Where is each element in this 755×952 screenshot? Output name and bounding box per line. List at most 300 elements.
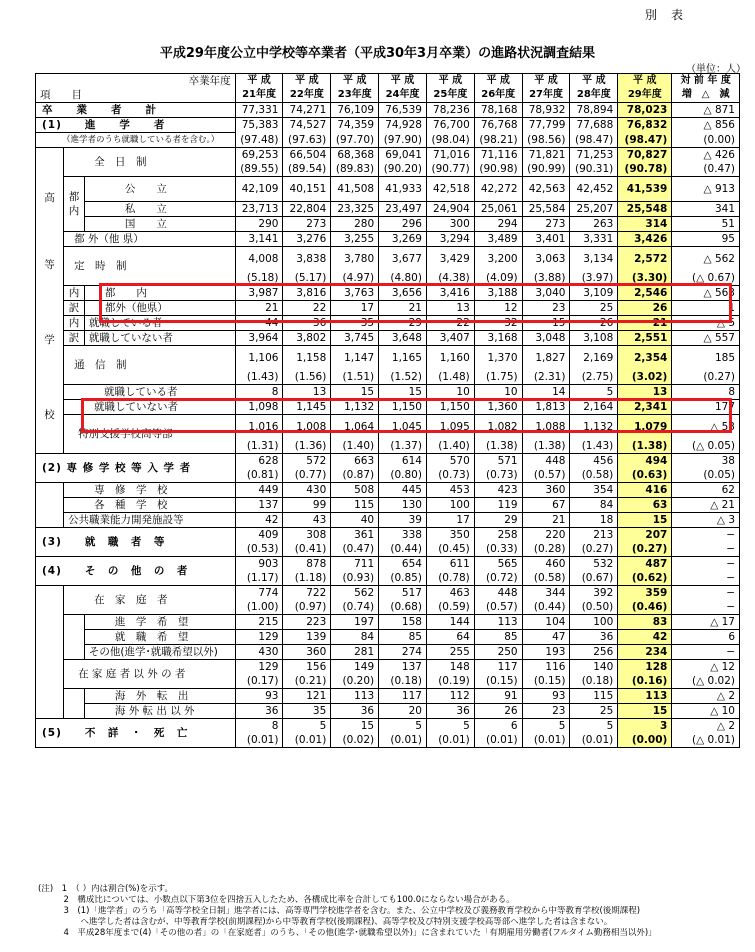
table-row [36, 704, 740, 719]
value-cell: 26 [474, 704, 522, 719]
value-cell: 15 [379, 385, 427, 400]
value-cell: 84 [331, 630, 379, 645]
table-row [36, 331, 740, 346]
value-cell: 1,150 [379, 400, 427, 415]
value-cell: 3,838 [283, 247, 331, 272]
year-header-top: 平 成 [235, 74, 283, 89]
value-cell: 36 [235, 704, 283, 719]
percent-cell: (4.80) [379, 271, 427, 286]
year-header-bottom: 21年度 [235, 88, 283, 103]
diff-cell: △ 53 [672, 415, 740, 440]
percent-cell: (0.87) [331, 468, 379, 483]
percent-diff-cell: (0.05) [672, 468, 740, 483]
value-cell: 18 [570, 513, 618, 528]
table-row [36, 557, 740, 572]
value-cell: 3,040 [522, 286, 570, 301]
value-cell: 487 [618, 557, 672, 572]
table-row [36, 586, 740, 601]
table-row [36, 660, 740, 675]
value-cell: 409 [235, 528, 283, 543]
value-cell: 42 [618, 630, 672, 645]
value-cell: 32 [474, 316, 522, 331]
indent-cell [36, 483, 64, 498]
diff-cell: △ 17 [672, 615, 740, 630]
percent-cell: (98.47) [570, 133, 618, 148]
row-label: 卒 業 者 計 [36, 103, 236, 118]
value-cell: 3,188 [474, 286, 522, 301]
percent-cell: (98.21) [474, 133, 522, 148]
diff-cell: △ 562 [672, 247, 740, 272]
value-cell: 137 [379, 660, 427, 675]
value-cell: 1,150 [426, 400, 474, 415]
percent-cell: (97.70) [331, 133, 379, 148]
value-cell: 1,160 [426, 346, 474, 371]
value-cell: 74,359 [331, 118, 379, 133]
side-label: 内 [64, 286, 85, 301]
indent-cell [36, 689, 64, 704]
value-cell: 296 [379, 217, 427, 232]
percent-diff-cell: (0.00) [672, 133, 740, 148]
row-label: 都 内 [84, 286, 235, 301]
value-cell: 25,207 [570, 202, 618, 217]
value-cell: 449 [235, 483, 283, 498]
value-cell: 1,079 [618, 415, 672, 440]
percent-cell: (0.57) [522, 468, 570, 483]
percent-diff-cell: (△ 0.05) [672, 439, 740, 454]
value-cell: 66,504 [283, 148, 331, 163]
value-cell: 93 [522, 689, 570, 704]
value-cell: 517 [379, 586, 427, 601]
value-cell: 3,745 [331, 331, 379, 346]
value-cell: 100 [570, 615, 618, 630]
value-cell: 1,088 [522, 415, 570, 440]
value-cell: 21 [379, 301, 427, 316]
side-label-char: 等 [44, 259, 55, 271]
row-label: 各 種 学 校 [64, 498, 236, 513]
value-cell: 2,572 [618, 247, 672, 272]
percent-cell: (0.97) [283, 600, 331, 615]
value-cell: 144 [426, 615, 474, 630]
value-cell: 42 [235, 513, 283, 528]
value-cell: 23 [522, 301, 570, 316]
value-cell: 570 [426, 454, 474, 469]
percent-cell: (0.46) [618, 600, 672, 615]
diff-cell: △ 12 [672, 660, 740, 675]
percent-cell: (0.20) [331, 674, 379, 689]
value-cell: 2,169 [570, 346, 618, 371]
value-cell: 5 [570, 719, 618, 734]
percent-cell: (0.58) [522, 571, 570, 586]
value-cell: 35 [331, 316, 379, 331]
percent-cell: (90.31) [570, 162, 618, 177]
row-label: 都外（他県） [84, 301, 235, 316]
table-row [36, 217, 740, 232]
value-cell: 611 [426, 557, 474, 572]
value-cell: 35 [283, 704, 331, 719]
percent-cell: (0.67) [570, 571, 618, 586]
value-cell: 29 [379, 316, 427, 331]
percent-cell: (0.15) [522, 674, 570, 689]
value-cell: 1,813 [522, 400, 570, 415]
percent-cell: (4.09) [474, 271, 522, 286]
percent-cell: (1.48) [426, 370, 474, 385]
value-cell: 100 [426, 498, 474, 513]
value-cell: 36 [426, 704, 474, 719]
percent-cell: (90.77) [426, 162, 474, 177]
value-cell: 41,933 [379, 177, 427, 202]
value-cell: 25,584 [522, 202, 570, 217]
value-cell: 4,008 [235, 247, 283, 272]
percent-cell: (98.56) [522, 133, 570, 148]
value-cell: 22 [283, 301, 331, 316]
value-cell: 360 [283, 645, 331, 660]
value-cell: 416 [618, 483, 672, 498]
note-line: へ進学した者は含むが、中等教育学校(前期課程)から中等教育学校(後期課程)、高等学校及び特別支援学校高等部へ進学した者は含まない。 [38, 917, 613, 927]
percent-cell: (0.50) [570, 600, 618, 615]
percent-cell: (1.17) [235, 571, 283, 586]
note-line: (注) 1 （ ）内は割合(%)を示す。 [38, 884, 174, 894]
value-cell: 112 [426, 689, 474, 704]
value-cell: 44 [235, 316, 283, 331]
value-cell: 3,802 [283, 331, 331, 346]
value-cell: 1,082 [474, 415, 522, 440]
value-cell: 115 [570, 689, 618, 704]
diff-cell: △ 10 [672, 704, 740, 719]
value-cell: 25 [570, 301, 618, 316]
value-cell: 3,200 [474, 247, 522, 272]
value-cell: 255 [426, 645, 474, 660]
diff-cell: − [672, 586, 740, 601]
value-cell: 36 [570, 630, 618, 645]
diff-cell: △ 563 [672, 286, 740, 301]
value-cell: 13 [426, 301, 474, 316]
year-header-bottom: 28年度 [570, 88, 618, 103]
diff-cell: 62 [672, 483, 740, 498]
value-cell: 614 [379, 454, 427, 469]
row-label: 専 修 学 校 [64, 483, 236, 498]
value-cell: 41,508 [331, 177, 379, 202]
percent-cell: (89.55) [235, 162, 283, 177]
value-cell: 128 [618, 660, 672, 675]
row-label: 公共職業能力開発施設等 [64, 513, 236, 528]
value-cell: 139 [283, 630, 331, 645]
table-row [36, 454, 740, 469]
year-header-bottom: 25年度 [426, 88, 474, 103]
table-row [36, 719, 740, 734]
indent-cell [36, 645, 64, 660]
value-cell: 562 [331, 586, 379, 601]
header-row [36, 88, 740, 103]
year-header-top: 平 成 [426, 74, 474, 89]
percent-cell: (1.38) [474, 439, 522, 454]
diff-cell: 1 [672, 301, 740, 316]
table-row [36, 247, 740, 272]
percent-cell: (0.44) [522, 600, 570, 615]
value-cell: 281 [331, 645, 379, 660]
year-header-bottom: 22年度 [283, 88, 331, 103]
value-cell: 117 [379, 689, 427, 704]
value-cell: 213 [570, 528, 618, 543]
table-row [36, 483, 740, 498]
value-cell: 104 [522, 615, 570, 630]
percent-diff-cell: (0.27) [672, 370, 740, 385]
table-row [36, 689, 740, 704]
value-cell: 628 [235, 454, 283, 469]
row-label: 就職している者 [64, 385, 236, 400]
value-cell: 878 [283, 557, 331, 572]
diff-header-bottom: 増 △ 減 [672, 88, 740, 103]
indent-cell [64, 615, 85, 630]
diff-cell: △ 21 [672, 498, 740, 513]
indent-cell [64, 645, 85, 660]
value-cell: 158 [379, 615, 427, 630]
percent-cell: (0.63) [618, 468, 672, 483]
value-cell: 78,894 [570, 103, 618, 118]
value-cell: 93 [235, 689, 283, 704]
value-cell: 76,832 [618, 118, 672, 133]
table-row [36, 513, 740, 528]
value-cell: 572 [283, 454, 331, 469]
value-cell: 571 [474, 454, 522, 469]
year-header-top: 平 成 [618, 74, 672, 89]
value-cell: 67 [522, 498, 570, 513]
percent-cell: (1.40) [426, 439, 474, 454]
percent-cell: (0.19) [426, 674, 474, 689]
note-line: 4 平成28年度まで(4)「その他の者」の「在家庭者」のうち、「その他(進学･就職希望以外)」に含まれていた「有期雇用労働者(フルタイム勤務相当以外)」 [38, 928, 657, 938]
percent-diff-cell: − [672, 542, 740, 557]
side-label [36, 148, 64, 454]
value-cell: 3,269 [379, 232, 427, 247]
value-cell: 22 [426, 316, 474, 331]
value-cell: 78,023 [618, 103, 672, 118]
year-header-top: 平 成 [522, 74, 570, 89]
percent-cell: (1.56) [283, 370, 331, 385]
value-cell: 250 [474, 645, 522, 660]
percent-cell: (3.30) [618, 271, 672, 286]
value-cell: 63 [618, 498, 672, 513]
value-cell: 121 [283, 689, 331, 704]
value-cell: 1,827 [522, 346, 570, 371]
percent-cell: (0.74) [331, 600, 379, 615]
value-cell: 3,141 [235, 232, 283, 247]
percent-cell: (0.01) [522, 733, 570, 748]
indent-cell [36, 630, 64, 645]
value-cell: 156 [283, 660, 331, 675]
unit-label: （単位：人） [686, 64, 746, 75]
value-cell: 71,016 [426, 148, 474, 163]
highlight-box-teiji [99, 283, 732, 323]
diff-cell: △ 913 [672, 177, 740, 202]
percent-cell: (0.59) [426, 600, 474, 615]
percent-cell: (0.93) [331, 571, 379, 586]
diff-cell: 341 [672, 202, 740, 217]
value-cell: 3,426 [618, 232, 672, 247]
value-cell: 360 [522, 483, 570, 498]
value-cell: 78,932 [522, 103, 570, 118]
percent-cell: (0.68) [379, 600, 427, 615]
value-cell: 430 [283, 483, 331, 498]
indent-cell [36, 660, 64, 689]
percent-cell: (1.31) [235, 439, 283, 454]
value-cell: 119 [474, 498, 522, 513]
row-label: 進 学 希 望 [84, 615, 235, 630]
row-label: (1) 進 学 者 [36, 118, 236, 133]
value-cell: 23,713 [235, 202, 283, 217]
value-cell: 453 [426, 483, 474, 498]
value-cell: 39 [379, 513, 427, 528]
row-label: 就 職 希 望 [84, 630, 235, 645]
value-cell: 722 [283, 586, 331, 601]
diff-cell: 38 [672, 454, 740, 469]
value-cell: 1,165 [379, 346, 427, 371]
value-cell: 85 [379, 630, 427, 645]
diff-cell: − [672, 528, 740, 543]
value-cell: 77,331 [235, 103, 283, 118]
diff-cell: △ 2 [672, 689, 740, 704]
percent-cell: (0.72) [474, 571, 522, 586]
beppyo-label: 別表 [645, 8, 698, 22]
value-cell: 1,147 [331, 346, 379, 371]
value-cell: 20 [379, 704, 427, 719]
value-cell: 15 [522, 316, 570, 331]
percent-cell: (0.53) [235, 542, 283, 557]
value-cell: 69,041 [379, 148, 427, 163]
table-row-percent [36, 133, 740, 148]
value-cell: 24,904 [426, 202, 474, 217]
value-cell: 76,700 [426, 118, 474, 133]
value-cell: 75,383 [235, 118, 283, 133]
value-cell: 1,132 [570, 415, 618, 440]
header-row [36, 74, 740, 89]
diff-cell: 51 [672, 217, 740, 232]
value-cell: 234 [618, 645, 672, 660]
value-cell: 448 [522, 454, 570, 469]
value-cell: 74,527 [283, 118, 331, 133]
row-label: 在 家 庭 者 [64, 586, 236, 615]
value-cell: 3,134 [570, 247, 618, 272]
percent-cell: (1.43) [235, 370, 283, 385]
value-cell: 8 [235, 385, 283, 400]
percent-cell: (98.47) [618, 133, 672, 148]
percent-cell: (90.99) [522, 162, 570, 177]
percent-cell: (0.77) [283, 468, 331, 483]
percent-diff-cell: − [672, 571, 740, 586]
row-label: 都 外（他 県） [64, 232, 236, 247]
value-cell: 71,116 [474, 148, 522, 163]
value-cell: 15 [618, 513, 672, 528]
percent-cell: (0.18) [379, 674, 427, 689]
value-cell: 3,964 [235, 331, 283, 346]
value-cell: 207 [618, 528, 672, 543]
percent-cell: (0.18) [570, 674, 618, 689]
percent-cell: (1.40) [331, 439, 379, 454]
percent-cell: (1.00) [235, 600, 283, 615]
percent-cell: (0.01) [426, 733, 474, 748]
value-cell: 13 [618, 385, 672, 400]
indent-cell [64, 689, 85, 704]
value-cell: 149 [331, 660, 379, 675]
value-cell: 1,098 [235, 400, 283, 415]
diff-cell: 185 [672, 346, 740, 371]
diff-cell: △ 5 [672, 316, 740, 331]
value-cell: 15 [618, 704, 672, 719]
value-cell: 26 [618, 301, 672, 316]
value-cell: 69,253 [235, 148, 283, 163]
percent-cell: (3.97) [570, 271, 618, 286]
value-cell: 1,106 [235, 346, 283, 371]
value-cell: 3,416 [426, 286, 474, 301]
value-cell: 64 [426, 630, 474, 645]
table-row [36, 346, 740, 371]
value-cell: 1,064 [331, 415, 379, 440]
percent-cell: (0.78) [426, 571, 474, 586]
percent-cell: (98.04) [426, 133, 474, 148]
value-cell: 77,688 [570, 118, 618, 133]
percent-diff-cell: (0.47) [672, 162, 740, 177]
percent-cell: (1.43) [570, 439, 618, 454]
percent-cell: (1.52) [379, 370, 427, 385]
percent-cell: (1.37) [379, 439, 427, 454]
percent-cell: (1.38) [522, 439, 570, 454]
value-cell: 3,429 [426, 247, 474, 272]
table-row [36, 615, 740, 630]
value-cell: 91 [474, 689, 522, 704]
value-cell: 338 [379, 528, 427, 543]
value-cell: 2,164 [570, 400, 618, 415]
table-row [36, 177, 740, 202]
percent-cell: (1.75) [474, 370, 522, 385]
value-cell: 6 [474, 719, 522, 734]
value-cell: 280 [331, 217, 379, 232]
diff-cell: △ 3 [672, 513, 740, 528]
value-cell: 494 [618, 454, 672, 469]
value-cell: 42,109 [235, 177, 283, 202]
value-cell: 15 [331, 385, 379, 400]
indent-cell [36, 586, 64, 615]
value-cell: 223 [283, 615, 331, 630]
value-cell: 5 [570, 385, 618, 400]
percent-cell: (0.28) [522, 542, 570, 557]
value-cell: 3,109 [570, 286, 618, 301]
row-label: 海 外 転 出 以 外 [84, 704, 235, 719]
table-row [36, 202, 740, 217]
side-label: 内 [64, 316, 85, 331]
row-label: (3) 就 職 者 等 [36, 528, 236, 557]
indent-cell [36, 498, 64, 513]
value-cell: 14 [522, 385, 570, 400]
value-cell: 25 [570, 704, 618, 719]
value-cell: 83 [618, 615, 672, 630]
value-cell: 448 [474, 586, 522, 601]
value-cell: 220 [522, 528, 570, 543]
value-cell: 113 [618, 689, 672, 704]
side-label-char: 学 [44, 334, 55, 346]
value-cell: 3,648 [379, 331, 427, 346]
value-cell: 361 [331, 528, 379, 543]
table-row [36, 118, 740, 133]
percent-cell: (1.18) [283, 571, 331, 586]
row-label: 在 家 庭 者 以 外 の 者 [64, 660, 236, 689]
value-cell: 5 [426, 719, 474, 734]
percent-cell: (97.63) [283, 133, 331, 148]
value-cell: 13 [283, 385, 331, 400]
percent-cell: (0.58) [570, 468, 618, 483]
percent-cell: (0.15) [474, 674, 522, 689]
value-cell: 17 [331, 301, 379, 316]
footnotes [38, 884, 743, 939]
value-cell: 36 [331, 704, 379, 719]
table-row [36, 528, 740, 543]
